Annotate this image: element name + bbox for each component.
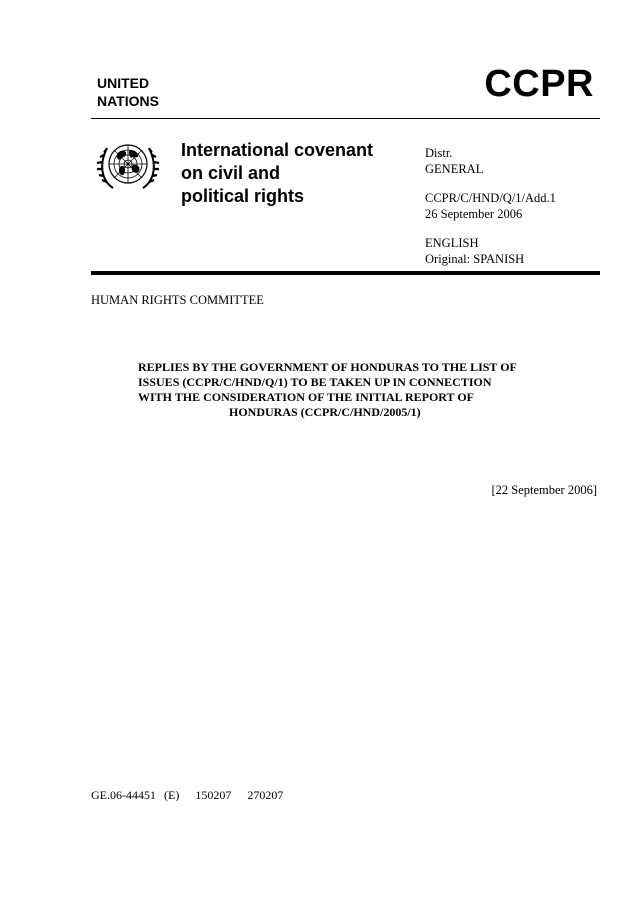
symbol-group xyxy=(425,190,556,222)
masthead-divider xyxy=(91,271,600,275)
org-line-1: UNITED xyxy=(97,75,150,91)
heading-line-4: HONDURAS (CCPR/C/HND/2005/1) xyxy=(229,405,421,419)
heading-line-3: WITH THE CONSIDERATION OF THE INITIAL REPORT OF xyxy=(138,390,474,404)
language-group xyxy=(425,235,556,267)
document-language: ENGLISH xyxy=(425,236,479,250)
document-date: 26 September 2006 xyxy=(425,207,523,221)
header-divider xyxy=(91,118,600,119)
document-title xyxy=(181,139,373,208)
document-metadata xyxy=(425,145,556,280)
un-emblem-icon xyxy=(97,136,159,192)
title-line-2: on civil and xyxy=(181,163,281,183)
footer-job-number: GE.06-44451 (E) 150207 270207 xyxy=(91,788,284,802)
original-language: Original: SPANISH xyxy=(425,252,525,266)
committee-name: HUMAN RIGHTS COMMITTEE xyxy=(91,293,264,307)
distribution-label: Distr. xyxy=(425,146,453,160)
org-line-2: NATIONS xyxy=(97,93,159,109)
document-symbol: CCPR/C/HND/Q/1/Add.1 xyxy=(425,191,556,205)
title-line-3: political rights xyxy=(181,186,305,206)
distribution-group xyxy=(425,145,556,177)
heading-line-1: REPLIES BY THE GOVERNMENT OF HONDURAS TO THE LIST OF xyxy=(138,360,517,374)
organization-name xyxy=(97,74,159,110)
reply-date: [22 September 2006] xyxy=(491,483,597,497)
title-line-1: International covenant xyxy=(181,140,374,160)
document-heading xyxy=(138,360,568,420)
heading-line-2: ISSUES (CCPR/C/HND/Q/1) TO BE TAKEN UP IN CONNECTION xyxy=(138,375,492,389)
distribution-value: GENERAL xyxy=(425,162,484,176)
document-series-symbol: CCPR xyxy=(484,63,594,105)
